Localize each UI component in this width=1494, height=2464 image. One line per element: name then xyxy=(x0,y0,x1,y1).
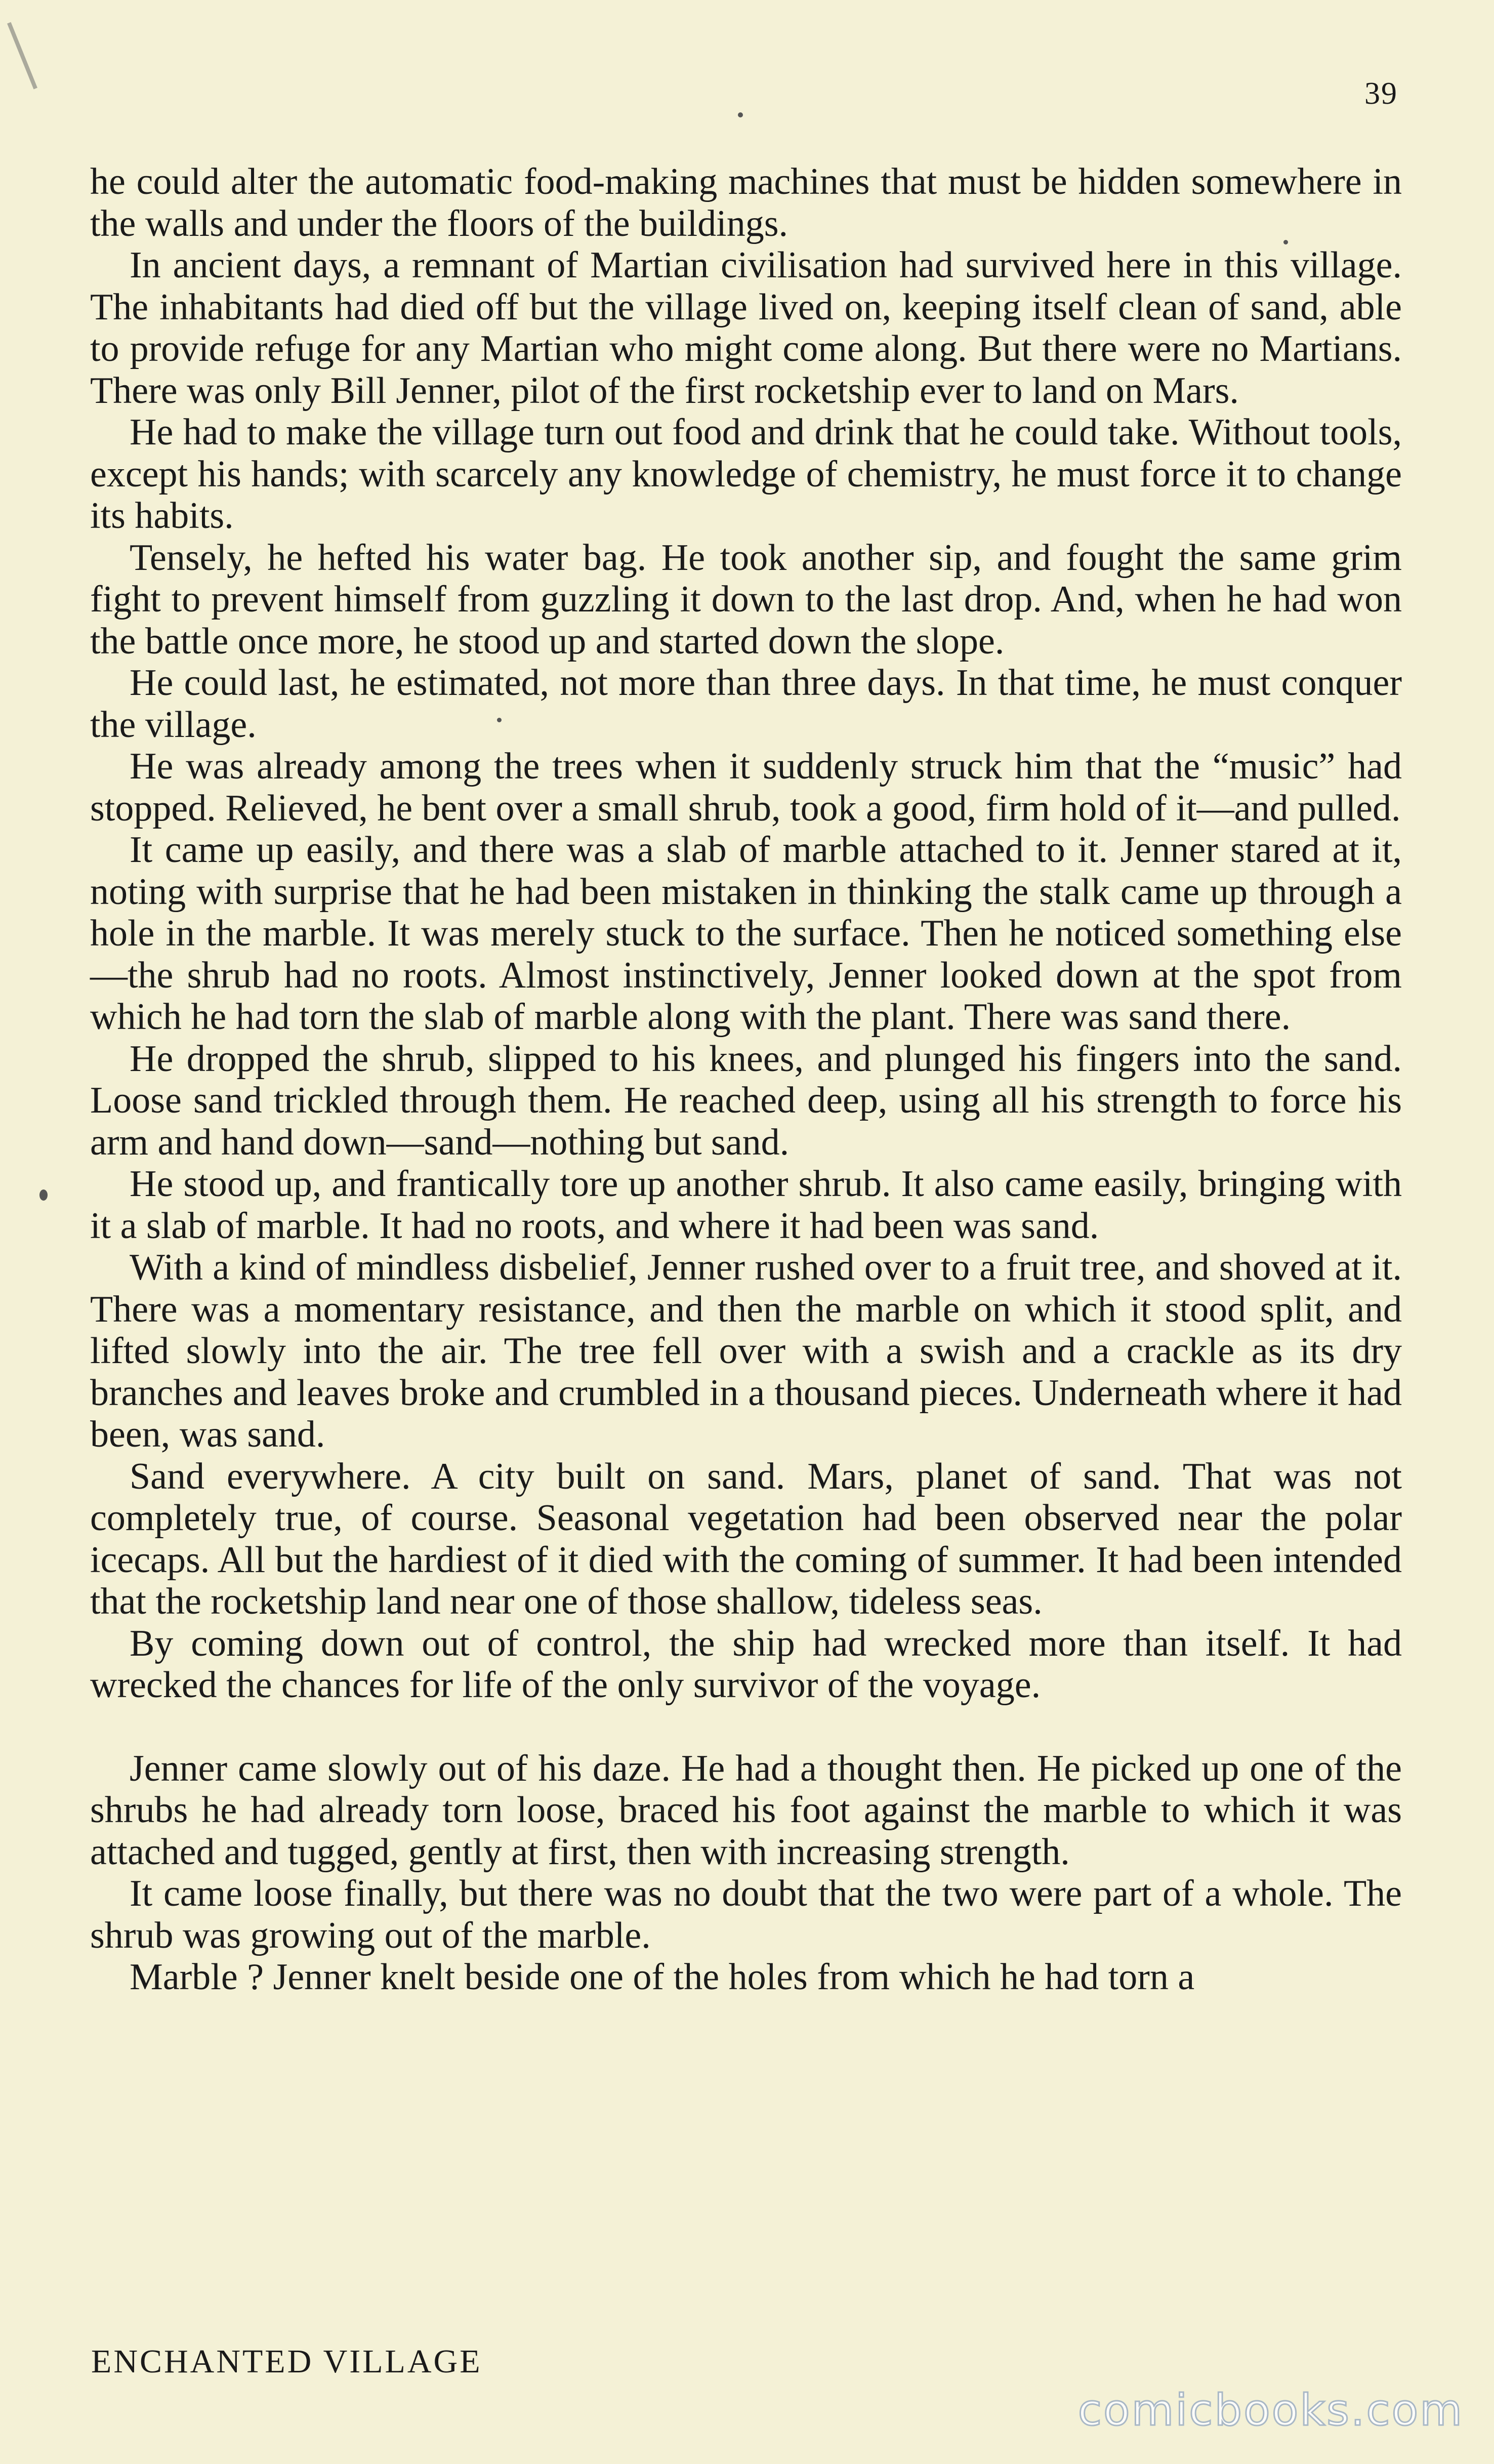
paragraph: Jenner came slowly out of his daze. He had a thought then. He picked up one of the shrubs he had already torn loose, braced his foot against the marble to which it was attached and tugged, gently at first, then with increasing strength. xyxy=(90,1747,1402,1873)
page-number: 39 xyxy=(1364,76,1398,111)
watermark: comicbooks.com xyxy=(1077,2385,1464,2436)
body-text xyxy=(90,161,1402,1998)
paragraph: Tensely, he hefted his water bag. He took another sip, and fought the same grim fight to prevent himself from guzzling it down to the last drop. And, when he had won the battle once more, he stood up and started down the slope. xyxy=(90,537,1402,662)
page-scratch-mark xyxy=(7,22,37,90)
paragraph: he could alter the automatic food-making machines that must be hidden somewhere in the walls and under the floors of the buildings. xyxy=(90,161,1402,244)
running-footer-title: ENCHANTED VILLAGE xyxy=(91,2343,482,2380)
paragraph: He was already among the trees when it suddenly struck him that the “music” had stopped. Relieved, he bent over a small shrub, took a good, firm hold of it—and pulled. xyxy=(90,746,1402,829)
paragraph: Sand everywhere. A city built on sand. Mars, planet of sand. That was not completely true, of course. Seasonal vegetation had been observed near the polar icecaps. All but the hardiest of it died with the coming of summer. It had been intended that the rocketship land near one of those shallow, tideless seas. xyxy=(90,1455,1402,1622)
paragraph: By coming down out of control, the ship had wrecked more than itself. It had wrecked the chances for life of the only survivor of the voyage. xyxy=(90,1622,1402,1706)
paragraph: It came loose finally, but there was no doubt that the two were part of a whole. The shrub was growing out of the marble. xyxy=(90,1873,1402,1956)
paragraph: Marble ? Jenner knelt beside one of the holes from which he had torn a xyxy=(130,1956,1195,1998)
paragraph: In ancient days, a remnant of Martian civilisation had survived here in this village. The inhabitants had died off but the village lived on, keeping itself clean of sand, able to provide refuge for any Martian who might come along. But there were no Martians. There was only Bill Jenner, pilot of the first rocketship ever to land on Mars. xyxy=(90,244,1402,412)
paragraph: It came up easily, and there was a slab of marble attached to it. Jenner stared at it, noting with surprise that he had been mistaken in thinking the stalk came up through a hole in the marble. It was merely stuck to the surface. Then he noticed something else—the shrub had no roots. Almost instinctively, Jenner looked down at the spot from which he had torn the slab of marble along with the plant. There was sand there. xyxy=(90,829,1402,1038)
ink-speck xyxy=(39,1189,48,1201)
ink-speck xyxy=(738,112,743,117)
paragraph: He had to make the village turn out food and drink that he could take. Without tools, except his hands; with scarcely any knowledge of chemistry, he must force it to change its habits. xyxy=(90,412,1402,537)
paragraph: With a kind of mindless disbelief, Jenner rushed over to a fruit tree, and shoved at it. There was a momentary resistance, and then the marble on which it stood split, and lifted slowly into the air. The tree fell over with a swish and a crackle as its dry branches and leaves broke and crumbled in a thousand pieces. Underneath where it had been, was sand. xyxy=(90,1247,1402,1455)
paragraph: He could last, he estimated, not more than three days. In that time, he must conquer the village. xyxy=(90,662,1402,746)
paragraph: He dropped the shrub, slipped to his knees, and plunged his fingers into the sand. Loose sand trickled through them. He reached deep, using all his strength to force his arm and hand down—sand—nothing but sand. xyxy=(90,1038,1402,1163)
paragraph: He stood up, and frantically tore up another shrub. It also came easily, bringing with it a slab of marble. It had no roots, and where it had been was sand. xyxy=(90,1163,1402,1247)
